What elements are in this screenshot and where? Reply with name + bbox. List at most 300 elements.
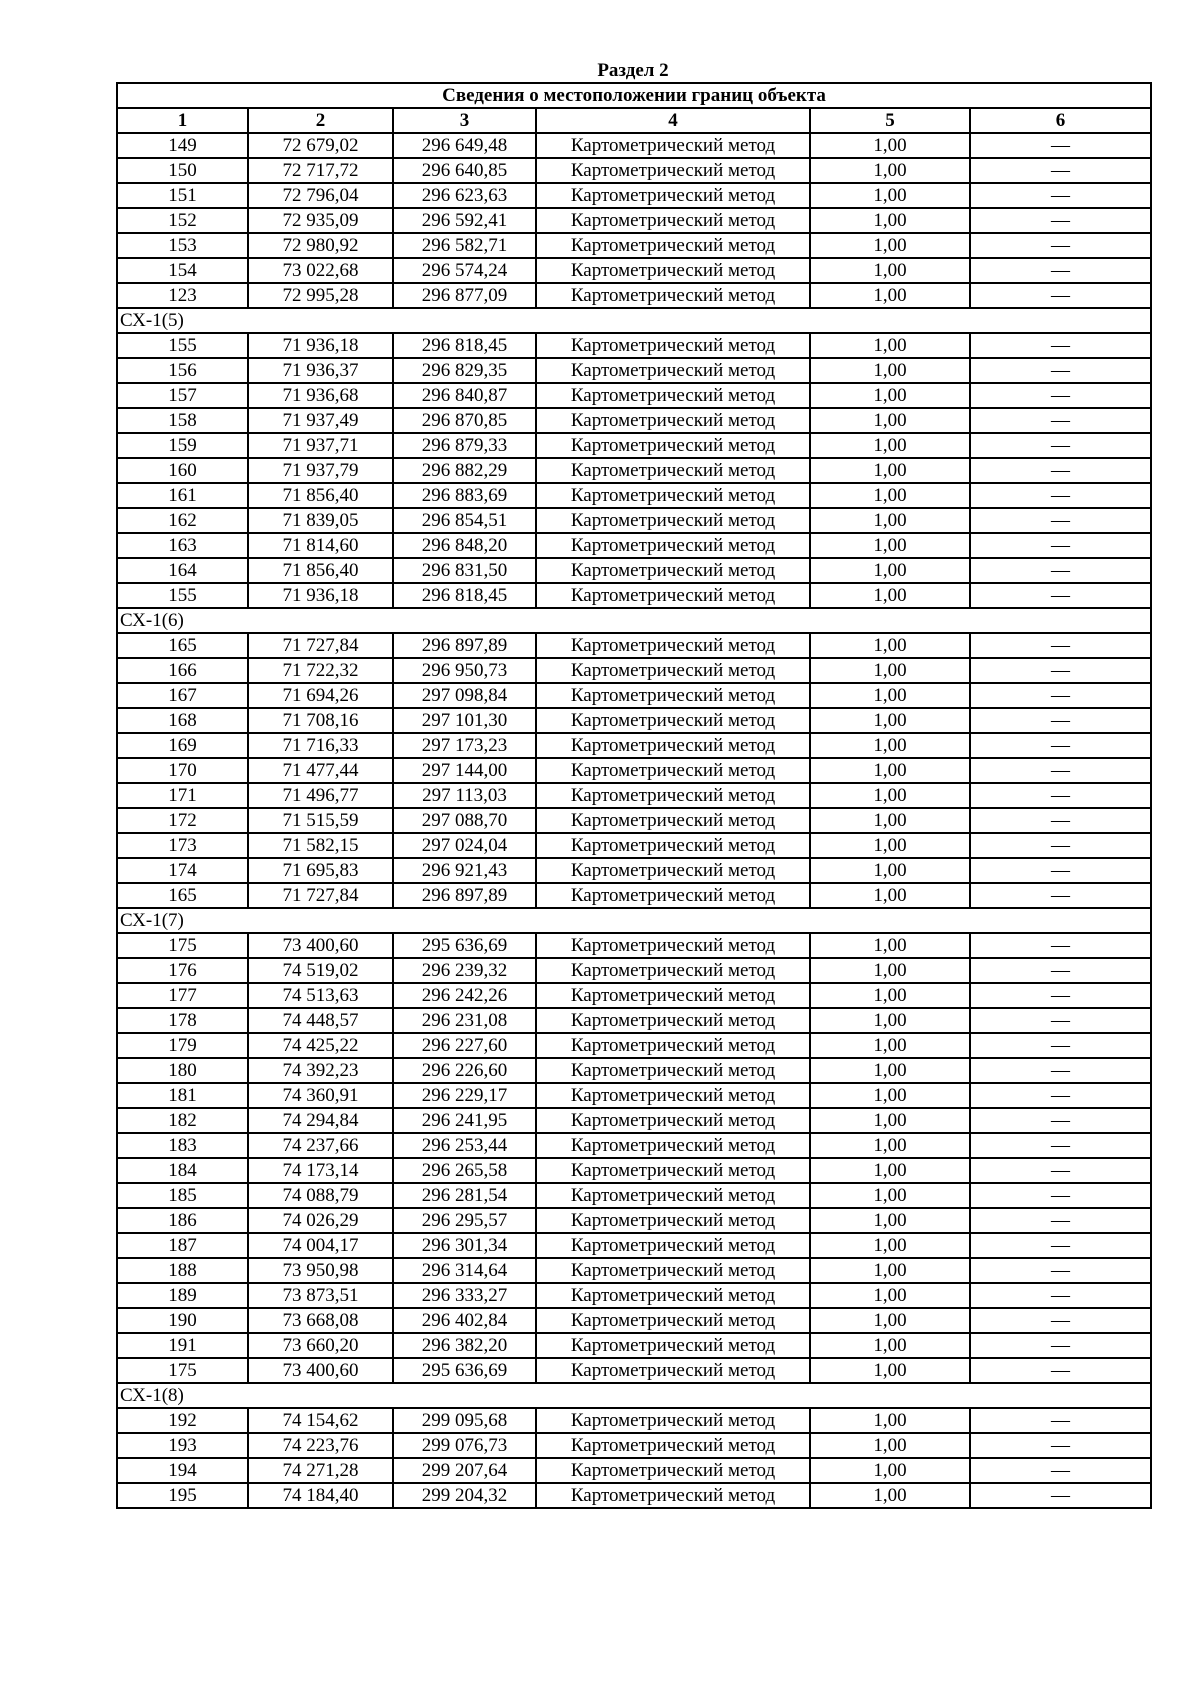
description-cell: — <box>970 1483 1151 1508</box>
y-coordinate-cell: 296 301,34 <box>393 1233 536 1258</box>
x-coordinate-cell: 73 022,68 <box>248 258 393 283</box>
table-row <box>117 683 1151 708</box>
y-coordinate-cell: 296 921,43 <box>393 858 536 883</box>
y-coordinate-cell: 297 088,70 <box>393 808 536 833</box>
x-coordinate-cell: 71 716,33 <box>248 733 393 758</box>
point-number-cell: 172 <box>117 808 248 833</box>
method-cell: Картометрический метод <box>536 1433 810 1458</box>
accuracy-cell: 1,00 <box>810 208 970 233</box>
description-cell: — <box>970 208 1151 233</box>
accuracy-cell: 1,00 <box>810 808 970 833</box>
point-number-cell: 171 <box>117 783 248 808</box>
method-cell: Картометрический метод <box>536 1033 810 1058</box>
y-coordinate-cell: 296 879,33 <box>393 433 536 458</box>
table-row <box>117 958 1151 983</box>
y-coordinate-cell: 296 840,87 <box>393 383 536 408</box>
description-cell: — <box>970 1283 1151 1308</box>
description-cell: — <box>970 758 1151 783</box>
y-coordinate-cell: 296 242,26 <box>393 983 536 1008</box>
method-cell: Картометрический метод <box>536 1283 810 1308</box>
x-coordinate-cell: 72 980,92 <box>248 233 393 258</box>
y-coordinate-cell: 296 640,85 <box>393 158 536 183</box>
table-row <box>117 783 1151 808</box>
x-coordinate-cell: 74 154,62 <box>248 1408 393 1433</box>
accuracy-cell: 1,00 <box>810 1333 970 1358</box>
description-cell: — <box>970 1158 1151 1183</box>
x-coordinate-cell: 71 722,32 <box>248 658 393 683</box>
table-row <box>117 508 1151 533</box>
x-coordinate-cell: 74 360,91 <box>248 1083 393 1108</box>
point-number-cell: 187 <box>117 1233 248 1258</box>
accuracy-cell: 1,00 <box>810 133 970 158</box>
y-coordinate-cell: 296 592,41 <box>393 208 536 233</box>
point-number-cell: 195 <box>117 1483 248 1508</box>
point-number-cell: 186 <box>117 1208 248 1233</box>
x-coordinate-cell: 72 679,02 <box>248 133 393 158</box>
method-cell: Картометрический метод <box>536 133 810 158</box>
group-label: СХ-1(8) <box>117 1383 1151 1408</box>
accuracy-cell: 1,00 <box>810 1108 970 1133</box>
accuracy-cell: 1,00 <box>810 1133 970 1158</box>
method-cell: Картометрический метод <box>536 958 810 983</box>
table-row <box>117 733 1151 758</box>
description-cell: — <box>970 708 1151 733</box>
point-number-cell: 181 <box>117 1083 248 1108</box>
y-coordinate-cell: 296 265,58 <box>393 1158 536 1183</box>
accuracy-cell: 1,00 <box>810 158 970 183</box>
table-row <box>117 1483 1151 1508</box>
y-coordinate-cell: 296 253,44 <box>393 1133 536 1158</box>
y-coordinate-cell: 296 818,45 <box>393 583 536 608</box>
y-coordinate-cell: 299 076,73 <box>393 1433 536 1458</box>
point-number-cell: 160 <box>117 458 248 483</box>
accuracy-cell: 1,00 <box>810 983 970 1008</box>
table-title-row <box>117 83 1151 108</box>
description-cell: — <box>970 558 1151 583</box>
description-cell: — <box>970 333 1151 358</box>
description-cell: — <box>970 858 1151 883</box>
accuracy-cell: 1,00 <box>810 233 970 258</box>
accuracy-cell: 1,00 <box>810 633 970 658</box>
point-number-cell: 167 <box>117 683 248 708</box>
x-coordinate-cell: 73 400,60 <box>248 1358 393 1383</box>
accuracy-cell: 1,00 <box>810 1258 970 1283</box>
point-number-cell: 190 <box>117 1308 248 1333</box>
description-cell: — <box>970 783 1151 808</box>
method-cell: Картометрический метод <box>536 1108 810 1133</box>
accuracy-cell: 1,00 <box>810 708 970 733</box>
point-number-cell: 149 <box>117 133 248 158</box>
accuracy-cell: 1,00 <box>810 858 970 883</box>
method-cell: Картометрический метод <box>536 1458 810 1483</box>
y-coordinate-cell: 296 574,24 <box>393 258 536 283</box>
accuracy-cell: 1,00 <box>810 258 970 283</box>
x-coordinate-cell: 71 727,84 <box>248 883 393 908</box>
point-number-cell: 176 <box>117 958 248 983</box>
table-row <box>117 1433 1151 1458</box>
method-cell: Картометрический метод <box>536 208 810 233</box>
y-coordinate-cell: 296 582,71 <box>393 233 536 258</box>
accuracy-cell: 1,00 <box>810 358 970 383</box>
accuracy-cell: 1,00 <box>810 1358 970 1383</box>
table-row <box>117 383 1151 408</box>
description-cell: — <box>970 1408 1151 1433</box>
y-coordinate-cell: 296 333,27 <box>393 1283 536 1308</box>
x-coordinate-cell: 73 873,51 <box>248 1283 393 1308</box>
point-number-cell: 192 <box>117 1408 248 1433</box>
table-row <box>117 1008 1151 1033</box>
method-cell: Картометрический метод <box>536 933 810 958</box>
description-cell: — <box>970 1033 1151 1058</box>
point-number-cell: 188 <box>117 1258 248 1283</box>
table-row <box>117 1258 1151 1283</box>
method-cell: Картометрический метод <box>536 1333 810 1358</box>
accuracy-cell: 1,00 <box>810 783 970 808</box>
description-cell: — <box>970 1058 1151 1083</box>
point-number-cell: 183 <box>117 1133 248 1158</box>
y-coordinate-cell: 296 818,45 <box>393 333 536 358</box>
x-coordinate-cell: 74 448,57 <box>248 1008 393 1033</box>
accuracy-cell: 1,00 <box>810 1458 970 1483</box>
description-cell: — <box>970 433 1151 458</box>
x-coordinate-cell: 72 717,72 <box>248 158 393 183</box>
point-number-cell: 164 <box>117 558 248 583</box>
description-cell: — <box>970 1183 1151 1208</box>
x-coordinate-cell: 71 515,59 <box>248 808 393 833</box>
accuracy-cell: 1,00 <box>810 533 970 558</box>
table-row <box>117 283 1151 308</box>
x-coordinate-cell: 73 668,08 <box>248 1308 393 1333</box>
section-title: Раздел 2 <box>597 60 669 81</box>
table-row <box>117 433 1151 458</box>
method-cell: Картометрический метод <box>536 1208 810 1233</box>
point-number-cell: 154 <box>117 258 248 283</box>
description-cell: — <box>970 1083 1151 1108</box>
point-number-cell: 165 <box>117 883 248 908</box>
table-row <box>117 458 1151 483</box>
x-coordinate-cell: 71 695,83 <box>248 858 393 883</box>
method-cell: Картометрический метод <box>536 1083 810 1108</box>
table-row <box>117 658 1151 683</box>
x-coordinate-cell: 71 477,44 <box>248 758 393 783</box>
table-row <box>117 133 1151 158</box>
table-row <box>117 758 1151 783</box>
group-row <box>117 908 1151 933</box>
point-number-cell: 177 <box>117 983 248 1008</box>
table-row <box>117 1283 1151 1308</box>
column-number-cell: 3 <box>393 108 536 133</box>
description-cell: — <box>970 1433 1151 1458</box>
y-coordinate-cell: 296 831,50 <box>393 558 536 583</box>
x-coordinate-cell: 71 937,79 <box>248 458 393 483</box>
point-number-cell: 194 <box>117 1458 248 1483</box>
description-cell: — <box>970 1333 1151 1358</box>
point-number-cell: 175 <box>117 933 248 958</box>
method-cell: Картометрический метод <box>536 683 810 708</box>
accuracy-cell: 1,00 <box>810 883 970 908</box>
accuracy-cell: 1,00 <box>810 458 970 483</box>
accuracy-cell: 1,00 <box>810 833 970 858</box>
point-number-cell: 169 <box>117 733 248 758</box>
accuracy-cell: 1,00 <box>810 1433 970 1458</box>
description-cell: — <box>970 983 1151 1008</box>
accuracy-cell: 1,00 <box>810 1408 970 1433</box>
x-coordinate-cell: 74 294,84 <box>248 1108 393 1133</box>
method-cell: Картометрический метод <box>536 533 810 558</box>
method-cell: Картометрический метод <box>536 1233 810 1258</box>
accuracy-cell: 1,00 <box>810 1208 970 1233</box>
method-cell: Картометрический метод <box>536 1158 810 1183</box>
table-row <box>117 708 1151 733</box>
y-coordinate-cell: 297 101,30 <box>393 708 536 733</box>
table-row <box>117 1308 1151 1333</box>
y-coordinate-cell: 299 207,64 <box>393 1458 536 1483</box>
accuracy-cell: 1,00 <box>810 933 970 958</box>
table-row <box>117 983 1151 1008</box>
table-row <box>117 208 1151 233</box>
y-coordinate-cell: 296 314,64 <box>393 1258 536 1283</box>
table-body <box>117 83 1151 1508</box>
table-row <box>117 233 1151 258</box>
method-cell: Картометрический метод <box>536 1258 810 1283</box>
table-row <box>117 583 1151 608</box>
description-cell: — <box>970 1458 1151 1483</box>
y-coordinate-cell: 295 636,69 <box>393 1358 536 1383</box>
point-number-cell: 155 <box>117 333 248 358</box>
description-cell: — <box>970 1008 1151 1033</box>
column-number-cell: 5 <box>810 108 970 133</box>
y-coordinate-cell: 296 870,85 <box>393 408 536 433</box>
point-number-cell: 170 <box>117 758 248 783</box>
table-row <box>117 883 1151 908</box>
point-number-cell: 180 <box>117 1058 248 1083</box>
description-cell: — <box>970 808 1151 833</box>
table-row <box>117 408 1151 433</box>
method-cell: Картометрический метод <box>536 883 810 908</box>
table-row <box>117 933 1151 958</box>
method-cell: Картометрический метод <box>536 583 810 608</box>
x-coordinate-cell: 71 708,16 <box>248 708 393 733</box>
point-number-cell: 163 <box>117 533 248 558</box>
group-label: СХ-1(6) <box>117 608 1151 633</box>
table-row <box>117 1233 1151 1258</box>
point-number-cell: 193 <box>117 1433 248 1458</box>
method-cell: Картометрический метод <box>536 783 810 808</box>
description-cell: — <box>970 933 1151 958</box>
x-coordinate-cell: 74 513,63 <box>248 983 393 1008</box>
y-coordinate-cell: 297 173,23 <box>393 733 536 758</box>
x-coordinate-cell: 71 937,71 <box>248 433 393 458</box>
y-coordinate-cell: 296 295,57 <box>393 1208 536 1233</box>
y-coordinate-cell: 296 241,95 <box>393 1108 536 1133</box>
description-cell: — <box>970 833 1151 858</box>
x-coordinate-cell: 71 856,40 <box>248 483 393 508</box>
y-coordinate-cell: 297 113,03 <box>393 783 536 808</box>
x-coordinate-cell: 71 856,40 <box>248 558 393 583</box>
accuracy-cell: 1,00 <box>810 483 970 508</box>
table-row <box>117 358 1151 383</box>
method-cell: Картометрический метод <box>536 633 810 658</box>
accuracy-cell: 1,00 <box>810 1483 970 1508</box>
y-coordinate-cell: 296 382,20 <box>393 1333 536 1358</box>
accuracy-cell: 1,00 <box>810 1058 970 1083</box>
y-coordinate-cell: 296 649,48 <box>393 133 536 158</box>
column-number-cell: 2 <box>248 108 393 133</box>
table-row <box>117 558 1151 583</box>
table-title: Сведения о местоположении границ объекта <box>117 83 1151 108</box>
group-row <box>117 608 1151 633</box>
y-coordinate-cell: 296 231,08 <box>393 1008 536 1033</box>
y-coordinate-cell: 296 848,20 <box>393 533 536 558</box>
point-number-cell: 165 <box>117 633 248 658</box>
description-cell: — <box>970 683 1151 708</box>
y-coordinate-cell: 296 877,09 <box>393 283 536 308</box>
x-coordinate-cell: 71 727,84 <box>248 633 393 658</box>
table-row <box>117 1033 1151 1058</box>
method-cell: Картометрический метод <box>536 858 810 883</box>
y-coordinate-cell: 296 897,89 <box>393 633 536 658</box>
description-cell: — <box>970 1208 1151 1233</box>
method-cell: Картометрический метод <box>536 1483 810 1508</box>
x-coordinate-cell: 71 937,49 <box>248 408 393 433</box>
method-cell: Картометрический метод <box>536 983 810 1008</box>
table-row <box>117 533 1151 558</box>
method-cell: Картометрический метод <box>536 558 810 583</box>
accuracy-cell: 1,00 <box>810 408 970 433</box>
point-number-cell: 159 <box>117 433 248 458</box>
group-label: СХ-1(7) <box>117 908 1151 933</box>
description-cell: — <box>970 508 1151 533</box>
table-row <box>117 483 1151 508</box>
x-coordinate-cell: 74 392,23 <box>248 1058 393 1083</box>
description-cell: — <box>970 658 1151 683</box>
point-number-cell: 153 <box>117 233 248 258</box>
method-cell: Картометрический метод <box>536 808 810 833</box>
x-coordinate-cell: 74 519,02 <box>248 958 393 983</box>
point-number-cell: 166 <box>117 658 248 683</box>
method-cell: Картометрический метод <box>536 1358 810 1383</box>
description-cell: — <box>970 458 1151 483</box>
method-cell: Картометрический метод <box>536 458 810 483</box>
method-cell: Картометрический метод <box>536 708 810 733</box>
accuracy-cell: 1,00 <box>810 283 970 308</box>
method-cell: Картометрический метод <box>536 333 810 358</box>
method-cell: Картометрический метод <box>536 658 810 683</box>
x-coordinate-cell: 74 271,28 <box>248 1458 393 1483</box>
y-coordinate-cell: 296 882,29 <box>393 458 536 483</box>
description-cell: — <box>970 883 1151 908</box>
description-cell: — <box>970 733 1151 758</box>
accuracy-cell: 1,00 <box>810 1083 970 1108</box>
accuracy-cell: 1,00 <box>810 1183 970 1208</box>
accuracy-cell: 1,00 <box>810 1033 970 1058</box>
y-coordinate-cell: 296 883,69 <box>393 483 536 508</box>
table-row <box>117 808 1151 833</box>
point-number-cell: 152 <box>117 208 248 233</box>
description-cell: — <box>970 383 1151 408</box>
x-coordinate-cell: 73 950,98 <box>248 1258 393 1283</box>
accuracy-cell: 1,00 <box>810 1158 970 1183</box>
accuracy-cell: 1,00 <box>810 758 970 783</box>
table-row <box>117 158 1151 183</box>
table-row <box>117 183 1151 208</box>
table-row <box>117 333 1151 358</box>
accuracy-cell: 1,00 <box>810 683 970 708</box>
point-number-cell: 179 <box>117 1033 248 1058</box>
method-cell: Картометрический метод <box>536 408 810 433</box>
accuracy-cell: 1,00 <box>810 383 970 408</box>
accuracy-cell: 1,00 <box>810 558 970 583</box>
method-cell: Картометрический метод <box>536 258 810 283</box>
point-number-cell: 150 <box>117 158 248 183</box>
column-number-row <box>117 108 1151 133</box>
point-number-cell: 158 <box>117 408 248 433</box>
accuracy-cell: 1,00 <box>810 583 970 608</box>
y-coordinate-cell: 297 144,00 <box>393 758 536 783</box>
x-coordinate-cell: 71 936,68 <box>248 383 393 408</box>
method-cell: Картометрический метод <box>536 833 810 858</box>
x-coordinate-cell: 74 425,22 <box>248 1033 393 1058</box>
accuracy-cell: 1,00 <box>810 333 970 358</box>
x-coordinate-cell: 73 400,60 <box>248 933 393 958</box>
description-cell: — <box>970 583 1151 608</box>
x-coordinate-cell: 74 237,66 <box>248 1133 393 1158</box>
x-coordinate-cell: 71 839,05 <box>248 508 393 533</box>
description-cell: — <box>970 1133 1151 1158</box>
y-coordinate-cell: 296 229,17 <box>393 1083 536 1108</box>
point-number-cell: 185 <box>117 1183 248 1208</box>
group-row <box>117 1383 1151 1408</box>
method-cell: Картометрический метод <box>536 433 810 458</box>
y-coordinate-cell: 299 095,68 <box>393 1408 536 1433</box>
description-cell: — <box>970 958 1151 983</box>
point-number-cell: 173 <box>117 833 248 858</box>
point-number-cell: 175 <box>117 1358 248 1383</box>
y-coordinate-cell: 296 239,32 <box>393 958 536 983</box>
point-number-cell: 178 <box>117 1008 248 1033</box>
point-number-cell: 191 <box>117 1333 248 1358</box>
x-coordinate-cell: 71 936,18 <box>248 583 393 608</box>
method-cell: Картометрический метод <box>536 283 810 308</box>
accuracy-cell: 1,00 <box>810 508 970 533</box>
method-cell: Картометрический метод <box>536 1008 810 1033</box>
y-coordinate-cell: 296 623,63 <box>393 183 536 208</box>
method-cell: Картометрический метод <box>536 1133 810 1158</box>
point-number-cell: 155 <box>117 583 248 608</box>
description-cell: — <box>970 408 1151 433</box>
point-number-cell: 168 <box>117 708 248 733</box>
x-coordinate-cell: 72 796,04 <box>248 183 393 208</box>
method-cell: Картометрический метод <box>536 1408 810 1433</box>
accuracy-cell: 1,00 <box>810 1008 970 1033</box>
table-row <box>117 1408 1151 1433</box>
x-coordinate-cell: 72 995,28 <box>248 283 393 308</box>
y-coordinate-cell: 296 402,84 <box>393 1308 536 1333</box>
table-row <box>117 1358 1151 1383</box>
description-cell: — <box>970 1258 1151 1283</box>
x-coordinate-cell: 74 004,17 <box>248 1233 393 1258</box>
x-coordinate-cell: 73 660,20 <box>248 1333 393 1358</box>
description-cell: — <box>970 1108 1151 1133</box>
x-coordinate-cell: 71 582,15 <box>248 833 393 858</box>
accuracy-cell: 1,00 <box>810 183 970 208</box>
description-cell: — <box>970 183 1151 208</box>
table-row <box>117 1158 1151 1183</box>
y-coordinate-cell: 296 829,35 <box>393 358 536 383</box>
table-row <box>117 1183 1151 1208</box>
description-cell: — <box>970 1358 1151 1383</box>
method-cell: Картометрический метод <box>536 233 810 258</box>
